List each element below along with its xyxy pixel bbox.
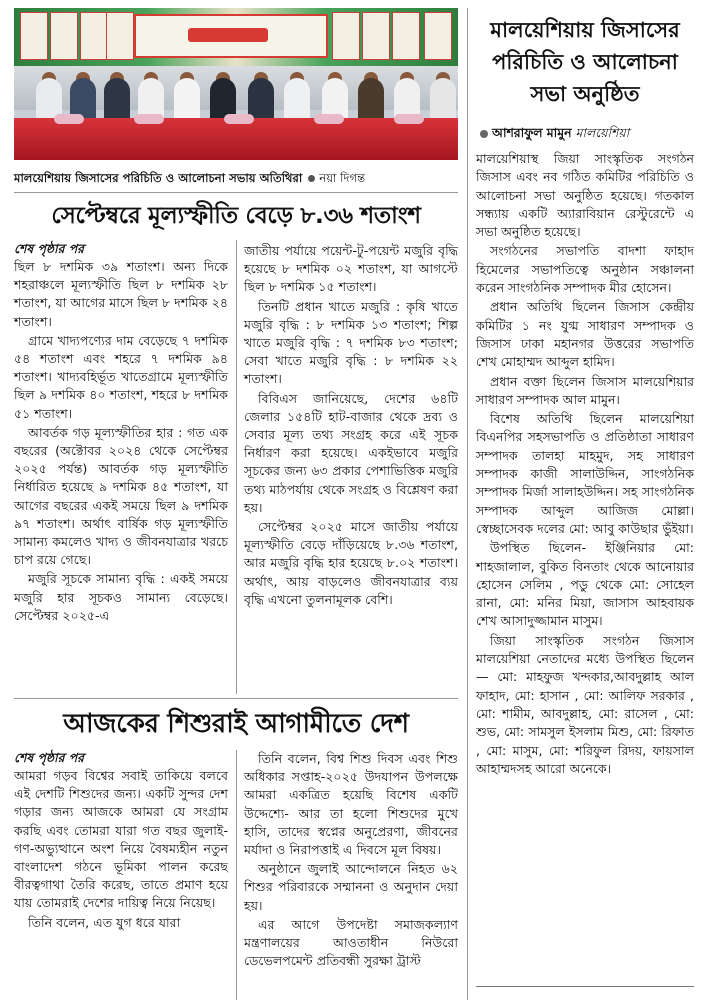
article3-p1: মালয়েশিয়াস্থ জিয়া সাংস্কৃতিক সংগঠন জিসাস এবং নব গঠিত কমিটির পরিচিতি ও আলোচনা সভা অনুষ্ঠিত হয়েছে। গতকাল সন্ধ্যায় একটি অ্যারাবিয়ান রেস্টুরেন্টে এ সভা অনুষ্ঠিত হয়েছে।	[476, 151, 694, 240]
event-photo	[14, 8, 458, 160]
bullet-icon	[480, 130, 488, 138]
divider	[14, 698, 458, 699]
article3-p5: বিশেষ অতিথি ছিলেন মালয়েশিয়া বিএনপির সহসভাপতি ও প্রতিষ্ঠাতা সাধারণ সম্পাদক তালহা মাহমুদ, সহ সাধারণ সম্পাদক কাজী সালাউদ্দিন, সাংগঠনিক সম্পাদক মির্জা সালাহউদ্দিন। সহ সাংগঠনিক সম্পাদক আব্দুল আজিজ মোল্লা। স্বেচ্ছাসেবক দলের মো: আবু কাউছার ভুঁইয়া।	[476, 411, 694, 536]
article2-col1-p1: আমরা গড়ব বিশ্বের সবাই তাকিয়ে বলবে এই দেশটি শিশুদের জন্য। একটি সুন্দর দেশ গড়ার জন্য আজকে আমরা যে সংগ্রাম করছি এবং তোমরা যারা গত বছর জুলাই-গণ-অভ্যুত্থানে অংশ নিয়ে বৈষম্যহীন নতুন বাংলাদেশ গঠনে ভূমিকা পালন করেছ বীরত্বগাথা তৈরি করেছ, তাতে প্রমাণ হয়ে যায় তোমরাই দেশের দায়িত্ব নিয়ে নিয়েছ।	[14, 768, 228, 911]
article2-headline: আজকের শিশুরাই আগামীতে দেশ	[63, 709, 409, 739]
article2-col2-p2: অনুষ্ঠানে জুলাই আন্দোলনে নিহত ৬২ শিশুর পরিবারকে সম্মাননা ও অনুদান দেয়া হয়।	[244, 861, 458, 913]
article2-col1	[14, 749, 228, 933]
photo-banner	[14, 8, 458, 66]
article2-col2-p1: তিনি বলেন, বিশ্ব শিশু দিবস এবং শিশু অধিকার সপ্তাহ-২০২৫ উদযাপন উপলক্ষে আমরা একত্রিত হয়েছি বিশেষ একটি উদ্দেশ্যে- আর তা হলো শিশুদের মুখে হাসি, তাদের স্বপ্নের অনুপ্রেরণা, জীবনের মর্যাদা ও নিরাপত্তাই এ দিবসে মূল বিষয়।	[244, 751, 458, 858]
article3-headline-line1: মালয়েশিয়ায় জিসাসের	[490, 18, 680, 42]
article3-headline-line2: পরিচিতি ও আলোচনা	[492, 50, 678, 74]
article3-body	[476, 150, 694, 779]
article2-col2	[244, 750, 458, 971]
photo-caption	[14, 170, 458, 186]
article3-author: আশরাফুল মামুন	[492, 125, 572, 140]
column-divider	[236, 750, 237, 1000]
divider	[14, 192, 458, 193]
divider	[476, 986, 694, 987]
article1-headline: সেপ্টেম্বরে মূল্যস্ফীতি বেড়ে ৮.৩৬ শতাংশ	[51, 203, 421, 229]
article1-col1-p2: গ্রামে খাদ্যপণ্যের দাম বেড়েছে ৭ দশমিক ৫৪ শতাংশ এবং শহরে ৭ দশমিক ৯৪ শতাংশ। খাদ্যবহির্ভূত খাতেগ্রামে মূল্যস্ফীতি ছিল ৯ দশমিক ৪০ শতাংশ, শহরে ৮ দশমিক ৫১ শতাংশ।	[14, 332, 228, 421]
article1-col2-p4: সেপ্টেম্বর ২০২৫ মাসে জাতীয় পর্যায়ে মূল্যস্ফীতি বেড়ে দাঁড়িয়েছে ৮.৩৬ শতাংশ, আর মজুরি বৃদ্ধি হার হয়েছে ৮.০২ শতাংশ। অর্থাৎ, আয় বাড়লেও জীবনযাত্রার ব্যয় বৃদ্ধি এখনো তুলনামূলক বেশি।	[244, 519, 458, 607]
article3-p6: উপস্থিত ছিলেন- ইঞ্জিনিয়ার মো: শাহজালাল, বুকিত বিনতাং থেকে আনোয়ার হোসেন সেলিম , পডু থেকে মো: সোহেল রানা, মো: মনির মিয়া, জাসাস আহবায়ক শেখ আসাদুজ্জামান মাসুম।	[476, 540, 694, 629]
article2-subhead: শেষ পৃষ্ঠার পর	[14, 750, 84, 765]
article3-p2: সংগঠনের সভাপতি বাদশা ফাহাদ হিমেলের সভাপতিত্বে অনুষ্ঠান সঞ্চালনা করেন সাংগঠনিক সম্পাদক মীর হোসেন।	[476, 243, 694, 296]
photo-table	[14, 118, 458, 160]
article1-col2	[244, 242, 458, 610]
article1-col1-p3: আবর্তক গড় মূল্যস্ফীতির হার : গত এক বছরের (অক্টোবর ২০২৪ থেকে সেপ্টেম্বর ২০২৫ পর্যন্ত) আবর্তক গড় মূল্যস্ফীতি নির্ধারিত হয়েছে ৯ দশমিক ৪৫ শতাংশ, যা আগের বছরের একই সময়ে ছিল ৯ দশমিক ৯৭ শতাংশ। অর্থাৎ বার্ষিক গড় মূল্যস্ফীতি সামান্য কমলেও খাদ্য ও জীবনযাত্রার খরচে চাপ রয়ে গেছে।	[14, 424, 228, 568]
article1-col2-p1: জাতীয় পর্যায়ে পয়েন্ট-টু-পয়েন্ট মজুরি বৃদ্ধি হয়েছে ৮ দশমিক ০২ শতাংশ, যা আগস্টে ছিল ৮ দশমিক ১৫ শতাংশ।	[244, 243, 458, 295]
article1-col2-p2: তিনটি প্রধান খাতে মজুরি : কৃষি খাতে মজুরি বৃদ্ধি : ৮ দশমিক ১৩ শতাংশ; শিল্প খাতে মজুরি বৃদ্ধি : ৭ দশমিক ৮৩ শতাংশ; সেবা খাতে মজুরি বৃদ্ধি : ৮ দশমিক ২২ শতাংশ।	[244, 298, 458, 387]
column-divider	[236, 240, 237, 694]
article2-col2-p3: এর আগে উপদেষ্টা সমাজকল্যাণ মন্ত্রণালয়ের আওতাধীন নিউরো ডেভেলপমেন্ট প্রতিবন্ধী সুরক্ষা ট্রাস্ট	[244, 916, 458, 969]
photo-source: নয়া দিগন্ত	[319, 171, 366, 185]
section-divider	[467, 8, 468, 1000]
article1-col1-p1: ছিল ৮ দশমিক ৩৯ শতাংশ। অন্য দিকে শহরাঞ্চলে মূল্যস্ফীতি ছিল ৮ দশমিক ২৮ শতাংশ, যা আগের মাসে ছিল ৮ দশমিক ২৪ শতাংশ।	[14, 259, 228, 329]
article3-p3: প্রধান অতিথি ছিলেন জিসাস কেন্দ্রীয় কমিটির ১ নং যুগ্ম সাধারণ সম্পাদক ও জিসাস ঢাকা মহানগর উত্তরের সভাপতি শেখ মোহাম্মদ আব্দুল হামিদ।	[476, 299, 694, 370]
article1-col1	[14, 240, 228, 626]
article1-col1-p4: মজুরি সূচকে সামান্য বৃদ্ধি : একই সময়ে মজুরি হার সূচকও সামান্য বেড়েছে। সেপ্টেম্বর ২০২৫-এ	[14, 571, 228, 623]
bullet-icon	[308, 175, 315, 182]
article3-p7: জিয়া সাংস্কৃতিক সংগঠন জিসাস মালয়েশিয়া নেতাদের মধ্যে উপস্থিত ছিলেন— মো: মাহফুজ খন্দকার,আবদুল্লাহ আল ফাহাদ, মো: হাসান , মো: আলিফ সরকার , মো: শামীম, আবদুল্লাহ, মো: রাসেল , মো: শুভ, মো: সামসুল ইসলাম মিশু, মো: রিফাত , মো: মাসুম, মো: শরিফুল রিদয়, ফায়সাল আহাম্মদসহ আরো অনেকে।	[476, 632, 694, 776]
photo-caption-text: মালয়েশিয়ায় জিসাসের পরিচিতি ও আলোচনা সভায় অতিথিরা	[14, 171, 303, 185]
article3-p4: প্রধান বক্তা ছিলেন জিসাস মালয়েশিয়ার সাধারণ সম্পাদক আল মামুন।	[476, 373, 694, 407]
article3-location: মালয়েশিয়া	[575, 125, 630, 140]
article3-headline	[476, 14, 694, 110]
article3-byline	[480, 124, 694, 141]
article1-subhead: শেষ পৃষ্ঠার পর	[14, 241, 84, 256]
article1-col2-p3: বিবিএস জানিয়েছে, দেশের ৬৪টি জেলার ১৫৪টি হাট-বাজার থেকে দ্রব্য ও সেবার মূল্য তথ্য সংগ্রহ করে এই সূচক নির্ধারণ করা হয়েছে। একইভাবে মজুরি সূচকের জন্য ৬৩ প্রকার পেশাভিত্তিক মজুরি তথ্য মাঠপর্যায় থেকে সংগ্রহ ও বিশ্লেষণ করা হয়।	[244, 390, 458, 515]
article2-col1-p2: তিনি বলেন, এত যুগ ধরে যারা	[28, 914, 181, 930]
article3-headline-line3: সভা অনুষ্ঠিত	[530, 82, 640, 106]
